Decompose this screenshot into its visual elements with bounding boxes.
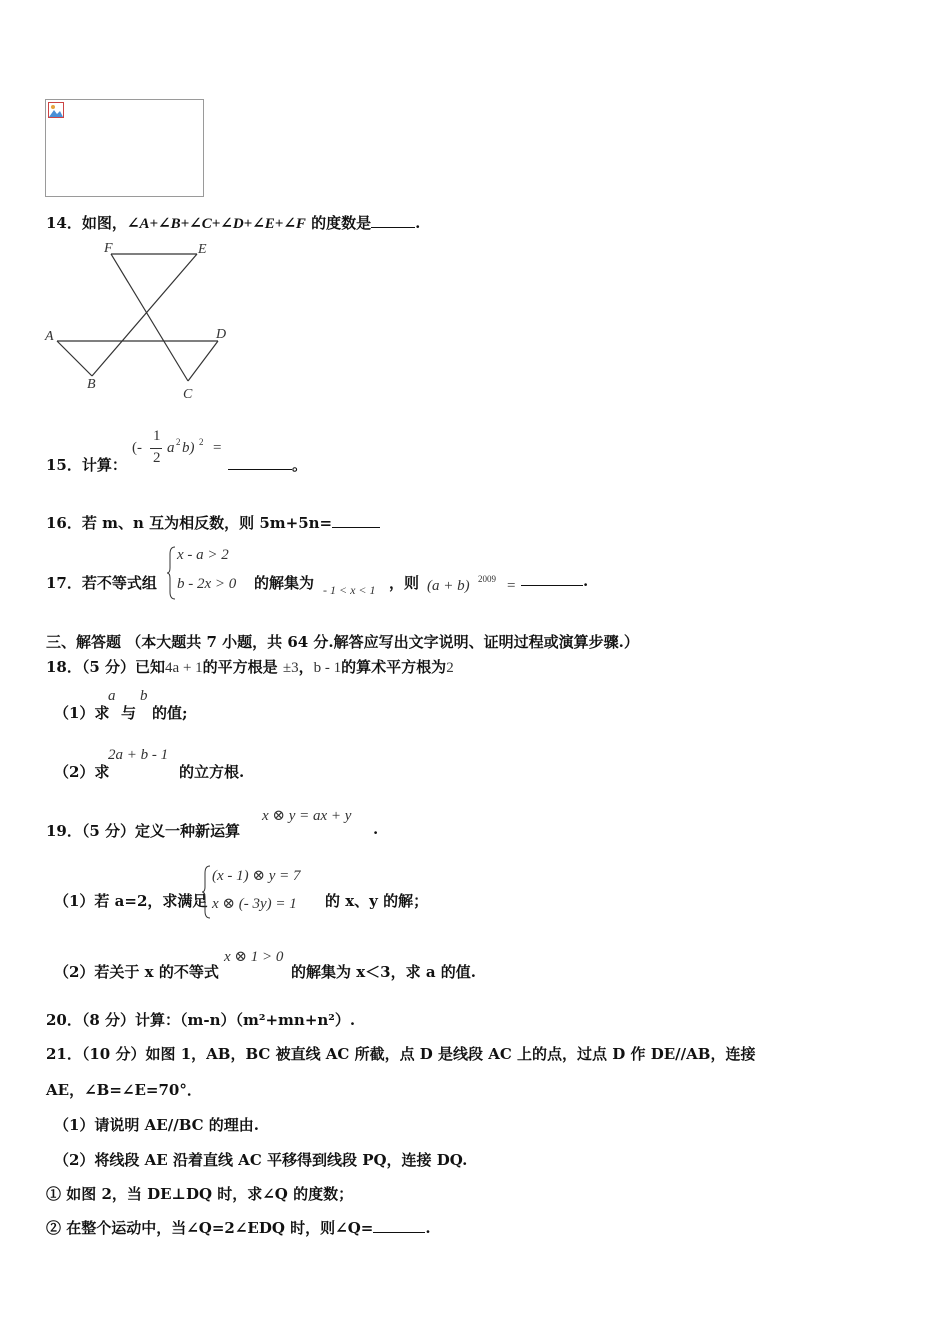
question-14 (46, 212, 420, 233)
equals: = (213, 440, 222, 456)
segment-AB (57, 341, 92, 376)
question-text: 计算： (81, 456, 127, 474)
operation-definition: x ⊗ y = ax + y (262, 808, 352, 824)
question-21-line-1: 21．（10 分）如图 1，AB，BC 被直线 AC 所截，点 D 是线段 AC 上的点，过点 D 作 DE//AB，连接 (46, 1045, 756, 1063)
system-equation-2: x ⊗ (- 3y) = 1 (212, 896, 297, 912)
exponent: 2009 (478, 574, 496, 584)
question-16 (46, 512, 380, 533)
part-1: （1）请说明 AE//BC 的理由. (54, 1116, 260, 1134)
period: . (415, 214, 421, 232)
part-2: （2）将线段 AE 沿着直线 AC 平移得到线段 PQ，连接 DQ. (54, 1151, 468, 1169)
question-text: 的算术平方根为 (341, 658, 447, 676)
inequality: x ⊗ 1 > 0 (224, 949, 284, 965)
question-text: 若 m、n 互为相反数，则 5m+5n= (81, 514, 333, 532)
part-1-text: 的 x、y 的解； (325, 892, 429, 910)
section-title: 三、解答题 （本大题共 7 小题，共 64 分.解答应写出文字说明、证明过程或演算步骤.） (46, 633, 639, 651)
part-2-label: （2）若关于 x 的不等式 (54, 963, 219, 981)
question-text: 的解集为 (254, 574, 315, 592)
fraction-bar (150, 448, 162, 449)
question-number: 16． (46, 514, 82, 532)
expression: 2a + b - 1 (108, 747, 169, 763)
answer-blank (371, 215, 415, 228)
part-1-label: （1）求 (54, 704, 110, 722)
comma: ， (298, 658, 314, 676)
exponent: 2 (176, 437, 181, 447)
q15-expression (132, 428, 232, 476)
variable-b: b (140, 688, 148, 704)
q15-answer (228, 454, 307, 475)
broken-image-icon (48, 102, 64, 118)
period: . (373, 820, 379, 838)
segment-DC (188, 341, 218, 381)
segment-EB (92, 254, 197, 376)
question-text: （5 分）定义一种新运算 (81, 822, 241, 840)
math: ±3 (282, 660, 299, 676)
system-equation-1: (x - 1) ⊗ y = 7 (212, 868, 301, 884)
question-number: 14． (46, 214, 82, 232)
label-B: B (87, 377, 96, 392)
power-base: (a + b) (427, 578, 470, 594)
subpart-2-text: ② 在整个运动中，当∠Q=2∠EDQ 时，则∠Q= (46, 1219, 374, 1237)
solution-range: - 1 < x < 1 (323, 583, 376, 597)
math: b - 1 (313, 660, 342, 676)
subpart-2 (46, 1217, 431, 1238)
period: 。 (292, 456, 308, 474)
part-2-label: （2）求 (54, 763, 110, 781)
label-E: E (198, 242, 207, 257)
subpart-1: ① 如图 2，当 DE⊥DQ 时，求∠Q 的度数； (46, 1185, 354, 1203)
part-1-text: 与 (121, 704, 137, 722)
question-text: 的度数是 (305, 214, 372, 232)
question-number: 19． (46, 822, 82, 840)
label-D: D (216, 327, 227, 342)
answer-blank (332, 515, 380, 528)
exponent: 2 (199, 437, 204, 447)
question-number: 18． (46, 658, 82, 676)
fraction-denominator: 2 (153, 450, 161, 466)
answer-blank (228, 457, 292, 470)
left-brace (167, 546, 177, 600)
variable-b: b) (182, 440, 195, 456)
equals: = (507, 578, 516, 594)
label-C: C (183, 387, 193, 402)
part-1-label: （1）若 a=2，求满足 (54, 892, 208, 910)
question-15 (46, 454, 127, 475)
question-18 (46, 656, 454, 677)
label-F: F (104, 241, 113, 256)
question-text: ，则 (389, 574, 420, 592)
segment-FC (111, 254, 188, 381)
question-19 (46, 820, 240, 841)
part-2-text: 的解集为 x＜3，求 a 的值. (291, 963, 476, 981)
q14-figure (40, 236, 240, 406)
broken-image-placeholder (45, 99, 204, 197)
question-number: 15． (46, 456, 82, 474)
answer-blank (373, 1220, 425, 1233)
question-text: （5 分）已知 (81, 658, 166, 676)
period: . (425, 1219, 431, 1237)
system-equation-2: b - 2x > 0 (177, 576, 237, 592)
question-text: （8 分）计算：（m-n）（m²+mn+n²）. (81, 1011, 356, 1029)
question-number: 20． (46, 1011, 82, 1029)
part-1-text: 的值; (152, 704, 188, 722)
variable-a: a (167, 440, 175, 456)
system-equation-1: x - a > 2 (177, 547, 229, 563)
fraction-numerator: 1 (153, 428, 161, 444)
question-text: 如图， (81, 214, 127, 232)
question-text: 的平方根是 (202, 658, 278, 676)
question-text: 若不等式组 (81, 574, 157, 592)
math: 4a + 1 (165, 660, 203, 676)
label-A: A (45, 329, 54, 344)
question-21-line-2: AE，∠B=∠E=70°． (46, 1081, 202, 1099)
period: . (583, 572, 589, 590)
variable-a: a (108, 688, 116, 704)
paren: (- (132, 440, 142, 456)
angle-sum-expression: ∠A+∠B+∠C+∠D+∠E+∠F (126, 216, 306, 232)
math: 2 (446, 660, 454, 676)
question-number: 17． (46, 574, 82, 592)
left-brace (202, 865, 212, 919)
part-2-text: 的立方根. (179, 763, 245, 781)
q17-answer (521, 572, 588, 590)
answer-blank (521, 573, 583, 586)
question-20 (46, 1009, 355, 1030)
question-17 (46, 572, 157, 593)
